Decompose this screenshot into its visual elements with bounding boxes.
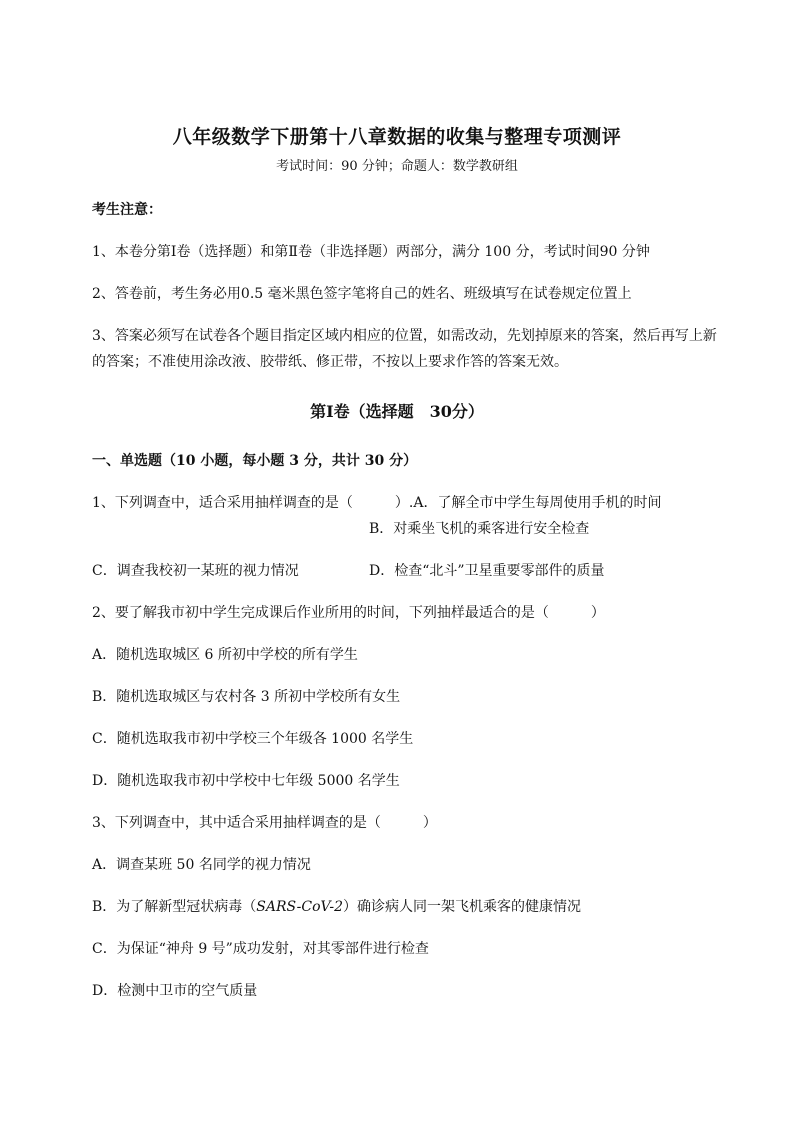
q2-option-c: C．随机选取我市初中学校三个年级各 1000 名学生 [92,731,414,747]
q3-option-b-post: ）确诊病人同一架飞机乘客的健康情况 [342,899,581,915]
q1-option-d: D．检查“北斗”卫星重要零部件的质量 [369,563,605,579]
q2-stem: 2、要了解我市初中学生完成课后作业所用的时间，下列抽样最适合的是（ ） [92,605,605,621]
section-heading: 一、单选题（10 小题，每小题 3 分，共计 30 分） [92,453,418,469]
q1-stem: 1、下列调查中，适合采用抽样调查的是（ ）. [92,495,414,511]
notice-item-3: 3、答案必须写在试卷各个题目指定区域内相应的位置，如需改动，先划掉原来的答案，然后再写上新 [92,328,717,344]
notice-item-3-cont: 的答案；不准使用涂改液、胶带纸、修正带，不按以上要求作答的答案无效。 [92,354,568,370]
q3-option-c: C．为保证“神舟 9 号”成功发射，对其零部件进行检查 [92,941,429,957]
q2-option-d: D．随机选取我市初中学校中七年级 5000 名学生 [92,773,400,789]
part1-title: 第Ⅰ卷（选择题 30分） [310,402,484,421]
exam-info: 考试时间：90 分钟；命题人：数学教研组 [276,159,518,174]
q3-virus-name: SARS-CoV-2 [256,899,343,915]
q3-option-a: A．调查某班 50 名同学的视力情况 [92,857,311,873]
q1-stem-row [92,493,661,513]
q3-option-b-pre: B．为了解新型冠状病毒（ [92,899,257,915]
q2-option-a: A．随机选取城区 6 所初中学校的所有学生 [92,647,358,663]
q3-stem: 3、下列调查中，其中适合采用抽样调查的是（ ） [92,815,437,831]
page-title: 八年级数学下册第十八章数据的收集与整理专项测评 [172,126,622,148]
q1-option-b: B．对乘坐飞机的乘客进行安全检查 [369,521,590,537]
q2-option-b: B．随机选取城区与农村各 3 所初中学校所有女生 [92,689,401,705]
q1-option-c: C．调查我校初一某班的视力情况 [92,563,299,579]
notice-item-1: 1、本卷分第Ⅰ卷（选择题）和第Ⅱ卷（非选择题）两部分，满分 100 分，考试时间90 分钟 [92,244,650,260]
q3-option-d: D．检测中卫市的空气质量 [92,983,258,999]
notice-item-2: 2、答卷前，考生务必用0.5 毫米黑色签字笔将自己的姓名、班级填写在试卷规定位置上 [92,286,632,302]
q3-option-b [92,897,581,917]
q1-option-a: A．了解全市中学生每周使用手机的时间 [413,495,662,511]
notice-heading: 考生注意： [92,202,162,218]
